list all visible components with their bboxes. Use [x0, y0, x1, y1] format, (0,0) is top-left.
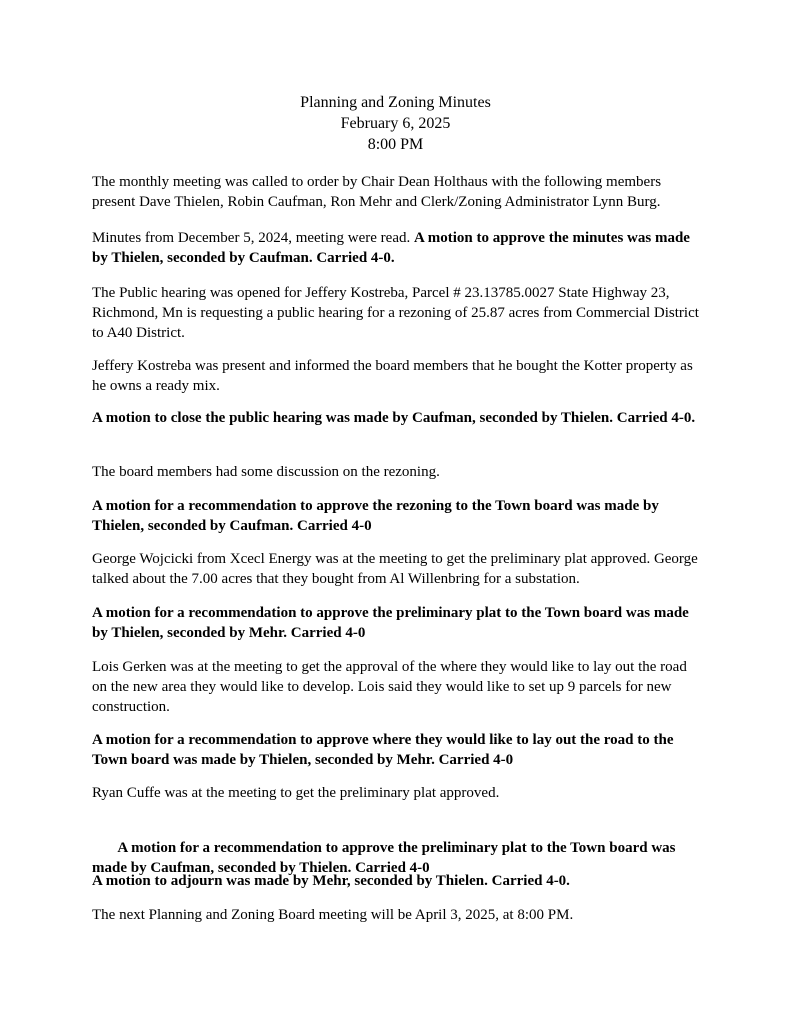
preliminary-plat-motion-1: [92, 603, 704, 643]
paragraph-text: Ryan Cuffe was at the meeting to get the preliminary plat approved.: [92, 785, 500, 801]
paragraph-text: Jeffery Kostreba was present and informed the board members that he bought the Kotter property as he owns a ready mix.: [92, 358, 693, 394]
paragraph-text: Minutes from December 5, 2024, meeting were read.: [92, 230, 414, 246]
xcel-paragraph: [92, 549, 704, 589]
paragraph-text: Lois Gerken was at the meeting to get the approval of the where they would like to lay out the road on the new area they would like to develop. Lois said they would like to set up 9 parcels for new construction.: [92, 659, 687, 715]
motion-text: A motion to close the public hearing was made by Caufman, seconded by Thielen. Carried 4-0.: [92, 410, 696, 426]
gerken-paragraph: [92, 657, 704, 717]
public-hearing-paragraph: [92, 283, 704, 343]
paragraph-text: The next Planning and Zoning Board meeting will be April 3, 2025, at 8:00 PM.: [92, 907, 574, 923]
paragraph-text: The board members had some discussion on the rezoning.: [92, 464, 440, 480]
adjourn-motion: [92, 871, 704, 891]
road-layout-motion: [92, 730, 704, 770]
motion-text: A motion to approve the minutes was made by Thielen, seconded by Caufman. Carried 4-0.: [92, 230, 690, 266]
title-time: 8:00 PM: [367, 136, 424, 153]
kostreba-paragraph: [92, 356, 704, 396]
motion-text: A motion for a recommendation to approve the preliminary plat to the Town board was made by Caufman, seconded by Thielen. Carried 4-0: [92, 840, 680, 876]
rezoning-motion: [92, 496, 704, 536]
next-meeting-paragraph: [92, 905, 704, 925]
cuffe-paragraph: [92, 783, 704, 803]
motion-text: A motion for a recommendation to approve where they would like to lay out the road to the Town board was made by Thielen, seconded by Mehr. Carried 4-0: [92, 732, 674, 768]
paragraph-text: George Wojcicki from Xcecl Energy was at the meeting to get the preliminary plat approved. George talked about the 7.00 acres that they bought from Al Willenbring for a substation.: [92, 551, 698, 587]
motion-text: A motion to adjourn was made by Mehr, seconded by Thielen. Carried 4-0.: [92, 873, 570, 889]
paragraph-text: The monthly meeting was called to order by Chair Dean Holthaus with the following members present Dave Thielen, Robin Caufman, Ron Mehr and Clerk/Zoning Administrator Lynn Burg.: [92, 174, 662, 210]
motion-text: A motion for a recommendation to approve the rezoning to the Town board was made by Thielen, seconded by Caufman. Carried 4-0: [92, 498, 659, 534]
minutes-approval-paragraph: [92, 228, 704, 268]
paragraph-text: The Public hearing was opened for Jeffery Kostreba, Parcel # 23.13785.0027 State Highway 23, Richmond, Mn is requesting a public hearing for a rezoning of 25.87 acres from Commercial District to A40 District.: [92, 285, 699, 341]
discussion-paragraph: [92, 462, 704, 482]
document-title: [0, 92, 791, 155]
motion-text: A motion for a recommendation to approve the preliminary plat to the Town board was made by Thielen, seconded by Mehr. Carried 4-0: [92, 605, 689, 641]
close-hearing-motion: [92, 408, 704, 428]
call-to-order-paragraph: [92, 172, 704, 212]
title-heading: Planning and Zoning Minutes: [300, 94, 491, 111]
title-date: February 6, 2025: [340, 115, 451, 132]
